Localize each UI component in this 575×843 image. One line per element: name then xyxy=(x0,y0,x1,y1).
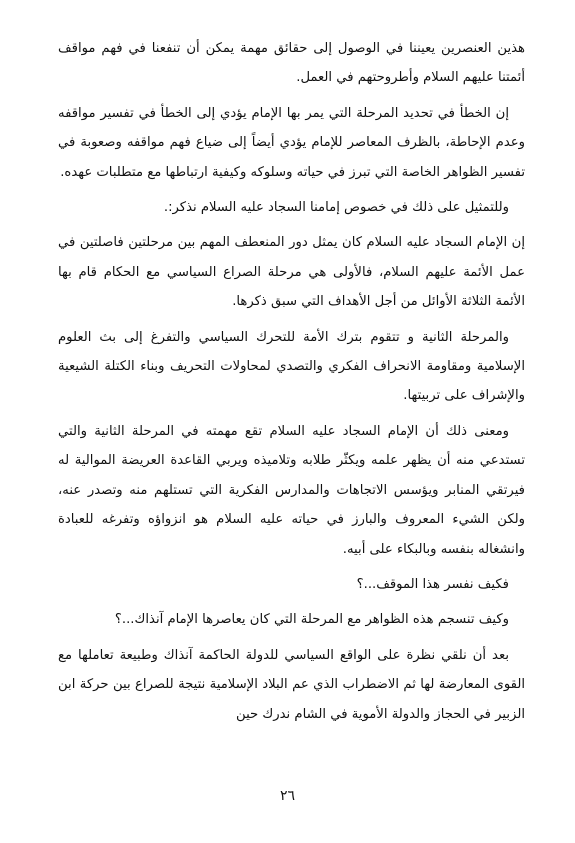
paragraph-question-1: فكيف نفسر هذا الموقف...؟ xyxy=(356,576,509,592)
paragraph-error-stage: إن الخطأ في تحديد المرحلة التي يمر بها الإمام يؤدي إلى الخطأ في تفسير مواقفه وعدم الإحاطة، بالظرف المعاصر للإمام يؤدي أيضاً إلى ضياع فهم مواقفه وصعوبة في تفسير الظواهر الخاصة التي تبرز في حياته وسلوكه وكيفية ارتباطها مع متطلبات عهده. xyxy=(58,105,525,180)
page-body xyxy=(58,34,525,735)
paragraph-intro: هذين العنصرين يعيننا في الوصول إلى حقائق مهمة يمكن أن تنفعنا في فهم مواقف أئمتنا عليهم السلام وأطروحتهم في العمل. xyxy=(58,41,525,86)
paragraph-turning-point: إن الإمام السجاد عليه السلام كان يمثل دور المنعطف المهم بين مرحلتين فاصلتين في عمل الأئمة عليهم السلام، فالأولى هي مرحلة الصراع السياسي مع الحكام قام بها الأئمة الثلاثة الأوائل من أجل الأهداف التي سبق ذكرها. xyxy=(58,235,525,310)
paragraph-example-intro: وللتمثيل على ذلك في خصوص إمامنا السجاد عليه السلام نذكر:. xyxy=(163,200,509,216)
paragraph-meaning: ومعنى ذلك أن الإمام السجاد عليه السلام تقع مهمته في المرحلة الثانية والتي تستدعي منه أن يظهر علمه ويكثّر طلابه وتلاميذه ويربي القاعدة العريضة الموالية له فيرتقي المنابر ويؤسس الاتجاهات والمدارس الفكرية التي تستلهم منه وتصدر عنه، ولكن الشيء المعروف والبارز في حياته عليه السلام هو انزواؤه وتفرغه للعبادة وانشغاله بنفسه وبالبكاء على أبيه. xyxy=(58,423,525,557)
paragraph-second-stage: والمرحلة الثانية و تتقوم بترك الأمة للتحرك السياسي والتفرغ إلى بث العلوم الإسلامية ومقاومة الانحراف الفكري والتصدي لمحاولات التحريف وبناء الكتلة الشيعية والإشراف على تربيتها. xyxy=(58,329,525,404)
paragraph-question-2: وكيف تنسجم هذه الظواهر مع المرحلة التي كان يعاصرها الإمام آنذاك...؟ xyxy=(114,612,509,628)
page-number: ٢٦ xyxy=(279,788,296,804)
paragraph-political-reality: بعد أن نلقي نظرة على الواقع السياسي للدولة الحاكمة آنذاك وطبيعة تعاملها مع القوى المعارضة لها ثم الاضطراب الذي عم البلاد الإسلامية نتيجة للصراع بين حركة ابن الزبير في الحجاز والدولة الأموية في الشام ندرك حين xyxy=(58,647,525,722)
